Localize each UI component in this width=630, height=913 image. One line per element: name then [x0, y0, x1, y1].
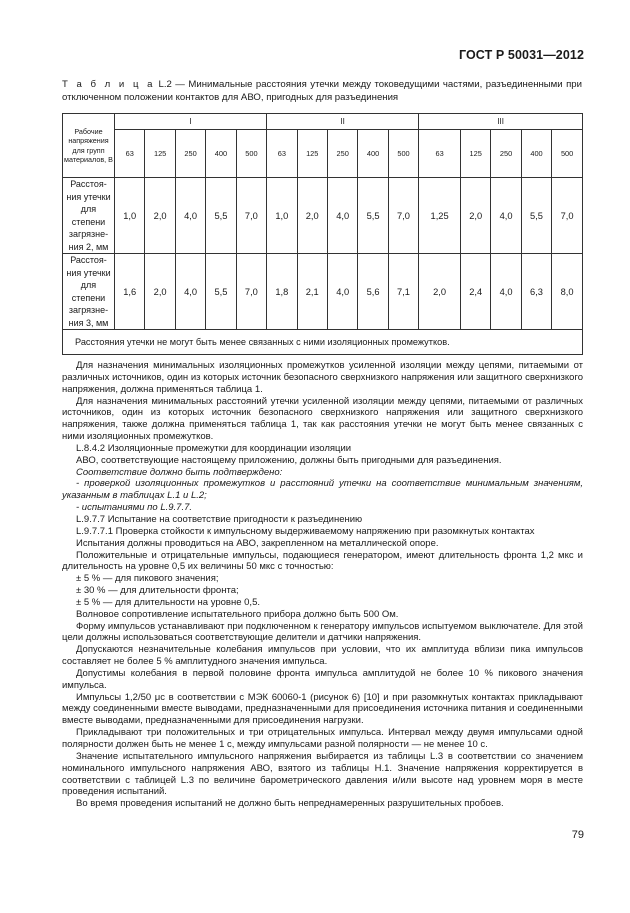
clause-heading: L.9.7.7 Испытание на соответствие пригодности к разъединению [76, 513, 363, 525]
list-item: ± 5 % — для длительности на уровне 0,5. [76, 596, 260, 608]
paragraph: Положительные и отрицательные импульсы, подающиеся генератором, имеют длительность фронта 1,2 мкс и длительность на уровне 0,5 их величины 50 мкс с точностью: [62, 549, 583, 573]
row-label: Расстоя-ния утечки для степени загрязне-ния 3, мм [63, 254, 115, 330]
voltage-header: 500 [388, 130, 418, 178]
creepage-table [62, 113, 583, 355]
body-text [62, 360, 583, 810]
voltage-header: 500 [236, 130, 266, 178]
table-cell: 4,0 [175, 178, 205, 254]
table-cell: 2,0 [145, 254, 175, 330]
paragraph: Форму импульсов устанавливают при подключенном к генератору импульсов испытуемом выключателе. Для этой цели должны использоваться соответствующие делители и датчики напряжения. [62, 620, 583, 644]
table-cell: 2,0 [145, 178, 175, 254]
paragraph: Допускаются незначительные колебания импульсов при условии, что их амплитуда вблизи пика импульсов составляет не более 5 % амплитудного значения импульса. [62, 644, 583, 668]
clause-heading: L.8.4.2 Изоляционные промежутки для координации изоляции [76, 442, 352, 454]
paragraph: Испытания должны проводиться на АВО, закрепленном на металлической опоре. [76, 537, 439, 549]
group-header: III [419, 114, 583, 130]
voltage-header: 125 [460, 130, 490, 178]
table-cell: 1,8 [267, 254, 297, 330]
clause-heading: L.9.7.7.1 Проверка стойкости к импульсному выдерживаемому напряжению при разомкнутых контактах [76, 525, 535, 537]
paragraph: Импульсы 1,2/50 μс в соответствии с МЭК 60060-1 (рисунок 6) [10] и при разомкнутых контактах прикладывают между соединенными вместе выводами, предназначенными для присоединения источника питания и соединенными вместе выводами, предназначенными для присоединения нагрузки. [62, 691, 583, 727]
paragraph: Для назначения минимальных расстояний утечки усиленной изоляции между цепями, питаемыми от различных источников, один из которых источник безопасного сверхнизкого напряжения или защитного сверхнизкого напряжения, также должна применяться таблица 1, так как расстояния утечки не могут быть менее связанных с ними изоляционных промежутков. [62, 395, 583, 443]
table-cell: 1,6 [115, 254, 145, 330]
table-cell: 6,3 [521, 254, 551, 330]
row-label: Расстоя-ния утечки для степени загрязне-ния 2, мм [63, 178, 115, 254]
table-cell: 1,0 [267, 178, 297, 254]
table-cell: 4,0 [491, 178, 521, 254]
table-cell: 5,5 [358, 178, 388, 254]
voltage-header: 400 [358, 130, 388, 178]
paragraph: Соответствие должно быть подтверждено: [76, 466, 283, 478]
list-item: ± 5 % — для пикового значения; [76, 573, 219, 585]
table-cell: 5,6 [358, 254, 388, 330]
table-cell: 2,1 [297, 254, 327, 330]
table-cell: 2,0 [419, 254, 461, 330]
table-caption-lead: Т а б л и ц а [62, 79, 156, 90]
table-cell: 2,4 [460, 254, 490, 330]
voltage-header: 250 [175, 130, 205, 178]
voltage-header: 125 [297, 130, 327, 178]
paragraph: Волновое сопротивление испытательного прибора должно быть 500 Ом. [76, 608, 399, 620]
voltage-header: 250 [491, 130, 521, 178]
table-cell: 1,0 [115, 178, 145, 254]
voltage-header: 63 [267, 130, 297, 178]
table-cell: 7,0 [236, 254, 266, 330]
group-header: I [115, 114, 267, 130]
table-caption [62, 79, 582, 104]
voltage-header: 125 [145, 130, 175, 178]
table-cell: 5,5 [206, 178, 236, 254]
voltage-header: 63 [419, 130, 461, 178]
standard-number: ГОСТ Р 50031—2012 [458, 48, 584, 62]
table-cell: 4,0 [327, 254, 357, 330]
paragraph: Значение испытательного импульсного напряжения выбирается из таблицы L.3 в соответствии со значением номинального импульсного напряжения АВО, взятого из таблицы Н.1. Значение напряжения корректируется в соответствии с таблицей L.3 по величине барометрического давления и/или высоте над уровнем моря в месте проведения испытаний. [62, 750, 583, 798]
table-cell: 8,0 [552, 254, 583, 330]
voltage-header: 63 [115, 130, 145, 178]
table-cell: 7,0 [388, 178, 418, 254]
table-cell: 7,0 [236, 178, 266, 254]
table-cell: 2,0 [460, 178, 490, 254]
table-cell: 2,0 [297, 178, 327, 254]
voltage-header: 500 [552, 130, 583, 178]
table-cell: 1,25 [419, 178, 461, 254]
table-cell: 4,0 [327, 178, 357, 254]
table-row [63, 254, 583, 330]
table-caption-text: L.2 — Минимальные расстояния утечки между токоведущими частями, разъединенными при отключенном положении контактов для АВО, пригодных для разъединения [62, 79, 582, 103]
paragraph: Допустимы колебания в первой половине фронта импульса амплитудой не более 10 % пикового значения импульса. [62, 667, 583, 691]
list-item: - проверкой изоляционных промежутков и расстояний утечки на соответствие минимальным значениям, указанным в таблицах L.1 и L.2; [62, 478, 583, 502]
paragraph: Во время проведения испытаний не должно быть непреднамеренных разрушительных пробоев. [76, 798, 504, 810]
paragraph: Прикладывают три положительных и три отрицательных импульса. Интервал между двумя импульсами одной полярности должен быть не менее 1 с, между импульсами разной полярности — не менее 10 с. [62, 727, 583, 750]
group-header: II [267, 114, 419, 130]
paragraph: АВО, соответствующие настоящему приложению, должны быть пригодными для разъединения. [76, 454, 502, 466]
list-item: ± 30 % — для длительности фронта; [76, 585, 239, 597]
table-cell: 5,5 [206, 254, 236, 330]
table-cell: 4,0 [491, 254, 521, 330]
table-cell: 4,0 [175, 254, 205, 330]
table-corner-header: Рабочие напряжения для групп материалов, В [63, 114, 115, 178]
page-number: 79 [571, 829, 584, 841]
paragraph: Для назначения минимальных изоляционных промежутков усиленной изоляции между цепями, питаемыми от различных источников, один из которых источник безопасного сверхнизкого напряжения или защитного сверхнизкого напряжения, должна применяться таблица 1. [62, 360, 583, 395]
table-row [63, 178, 583, 254]
table-cell: 5,5 [521, 178, 551, 254]
list-item: - испытаниями по L.9.7.7. [76, 502, 193, 514]
table-cell: 7,1 [388, 254, 418, 330]
table-cell: 7,0 [552, 178, 583, 254]
voltage-header: 250 [327, 130, 357, 178]
voltage-header: 400 [521, 130, 551, 178]
voltage-header: 400 [206, 130, 236, 178]
table-note: Расстояния утечки не могут быть менее связанных с ними изоляционных промежутков. [63, 330, 583, 355]
